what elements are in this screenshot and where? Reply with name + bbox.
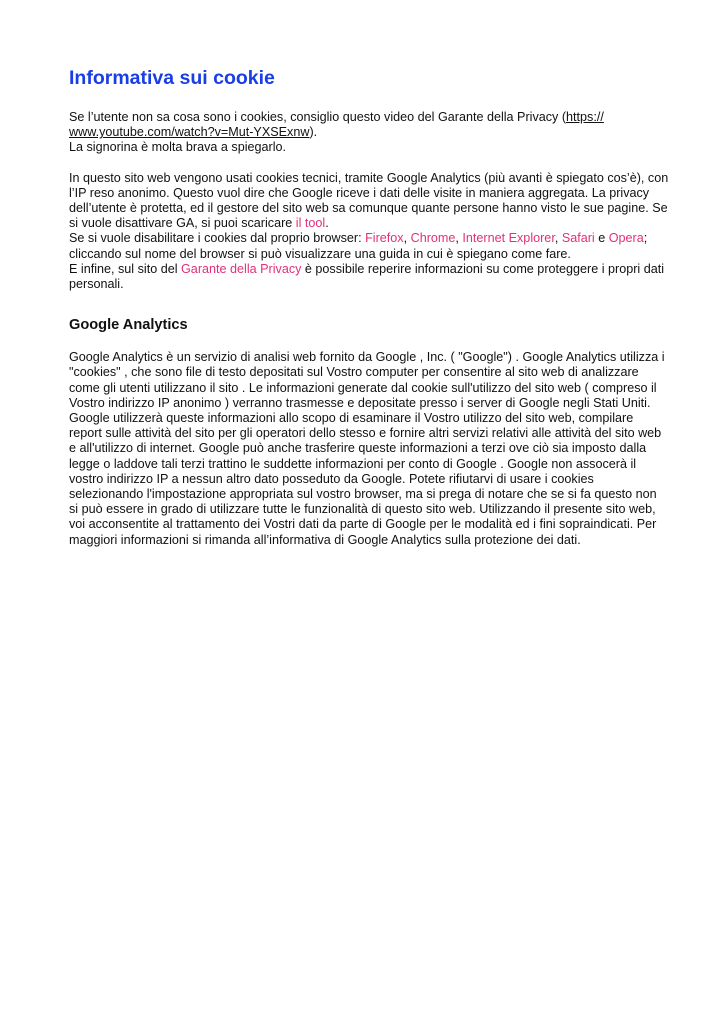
chrome-link[interactable]: Chrome — [410, 231, 456, 246]
garante-privacy-link[interactable]: Garante della Privacy — [181, 261, 302, 276]
separator: , — [403, 231, 411, 246]
browser-text: Se si vuole disabilitare i cookies dal proprio browser: — [69, 231, 366, 246]
google-analytics-paragraph: Google Analytics è un servizio di analisi web fornito da Google , Inc. ( "Google") . Google Analytics utilizza i "cookies" , che sono file di testo depositati sul Vostro computer per consentire al sito web di analizzare come gli utenti utilizzano il sito . Le informazioni generate dal cookie sull'utilizzo del sito web ( compreso il Vostro indirizzo IP anonimo ) verranno trasmesse e depositate presso i server di Google negli Stati Uniti. Google utilizzerà queste informazioni allo scopo di esaminare il Vostro utilizzo del sito web, compilare report sulle attività del sito per gli operatori dello stesso e fornire altri servizi relativi alle attività del sito web e all'utilizzo di internet. Google può anche trasferire queste informazioni a terzi ove ciò sia imposto dalla legge o laddove tali terzi trattino le suddette informazioni per conto di Google . Google non assocerà il vostro indirizzo IP a nessun altro dato posseduto da Google. Potete rifiutarvi di usare i cookies selezionando l'impostazione appropriata sul vostro browser, ma si prega di notare che se si fa questo non si può essere in grado di utilizzare tutte le funzionalità di questo sito web. Utilizzando il presente sito web, voi acconsentite al trattamento dei Vostri dati da parte di Google per le modalità ed i fini sopraindicati. Per maggiori informazioni si rimanda all’informativa di Google Analytics sulla protezione dei dati. — [69, 350, 665, 547]
intro-text: Se l’utente non sa cosa sono i cookies, consiglio questo video del Garante della Privacy ( — [69, 110, 567, 124]
browser-text-end: ; cliccando sul nome del browser si può visualizzare una guida in cui è spiegano come fare. — [69, 231, 648, 261]
separator: e — [594, 231, 609, 246]
garante-text-end: è possibile reperire informazioni su come proteggere i propri dati personali. — [69, 261, 665, 292]
intro-paragraph — [69, 110, 669, 156]
internet-explorer-link[interactable]: Internet Explorer — [462, 231, 555, 246]
intro-note: La signorina è molta brava a spiegarlo. — [69, 140, 287, 155]
cookies-text-end: . — [325, 216, 329, 231]
safari-link[interactable]: Safari — [561, 231, 595, 246]
youtube-video-link[interactable]: https:// www.youtube.com/watch?v=Mut-YXSExnw — [69, 110, 604, 140]
opera-link[interactable]: Opera — [608, 231, 644, 246]
intro-text-end: ). — [309, 125, 318, 140]
cookies-paragraph — [69, 171, 669, 293]
page-title: Informativa sui cookie — [69, 67, 275, 89]
section-title: Google Analytics — [69, 317, 188, 334]
tool-link[interactable]: il tool — [295, 216, 326, 231]
document-page — [69, 66, 669, 548]
cookies-text: In questo sito web vengono usati cookies tecnici, tramite Google Analytics (più avanti è spiegato cos’è), con l’IP reso anonimo. Questo vuol dire che Google riceve i dati delle visite in maniera aggregata. La privacy dell’utente è protetta, ed il gestore del sito web sa comunque quante persone hanno visto le sue pagine. Se si vuole disattivare GA, si puoi scaricare — [69, 170, 669, 231]
separator: , — [455, 231, 463, 246]
separator: , — [554, 231, 562, 246]
garante-text: E infine, sul sito del — [69, 261, 182, 276]
firefox-link[interactable]: Firefox — [365, 231, 404, 246]
